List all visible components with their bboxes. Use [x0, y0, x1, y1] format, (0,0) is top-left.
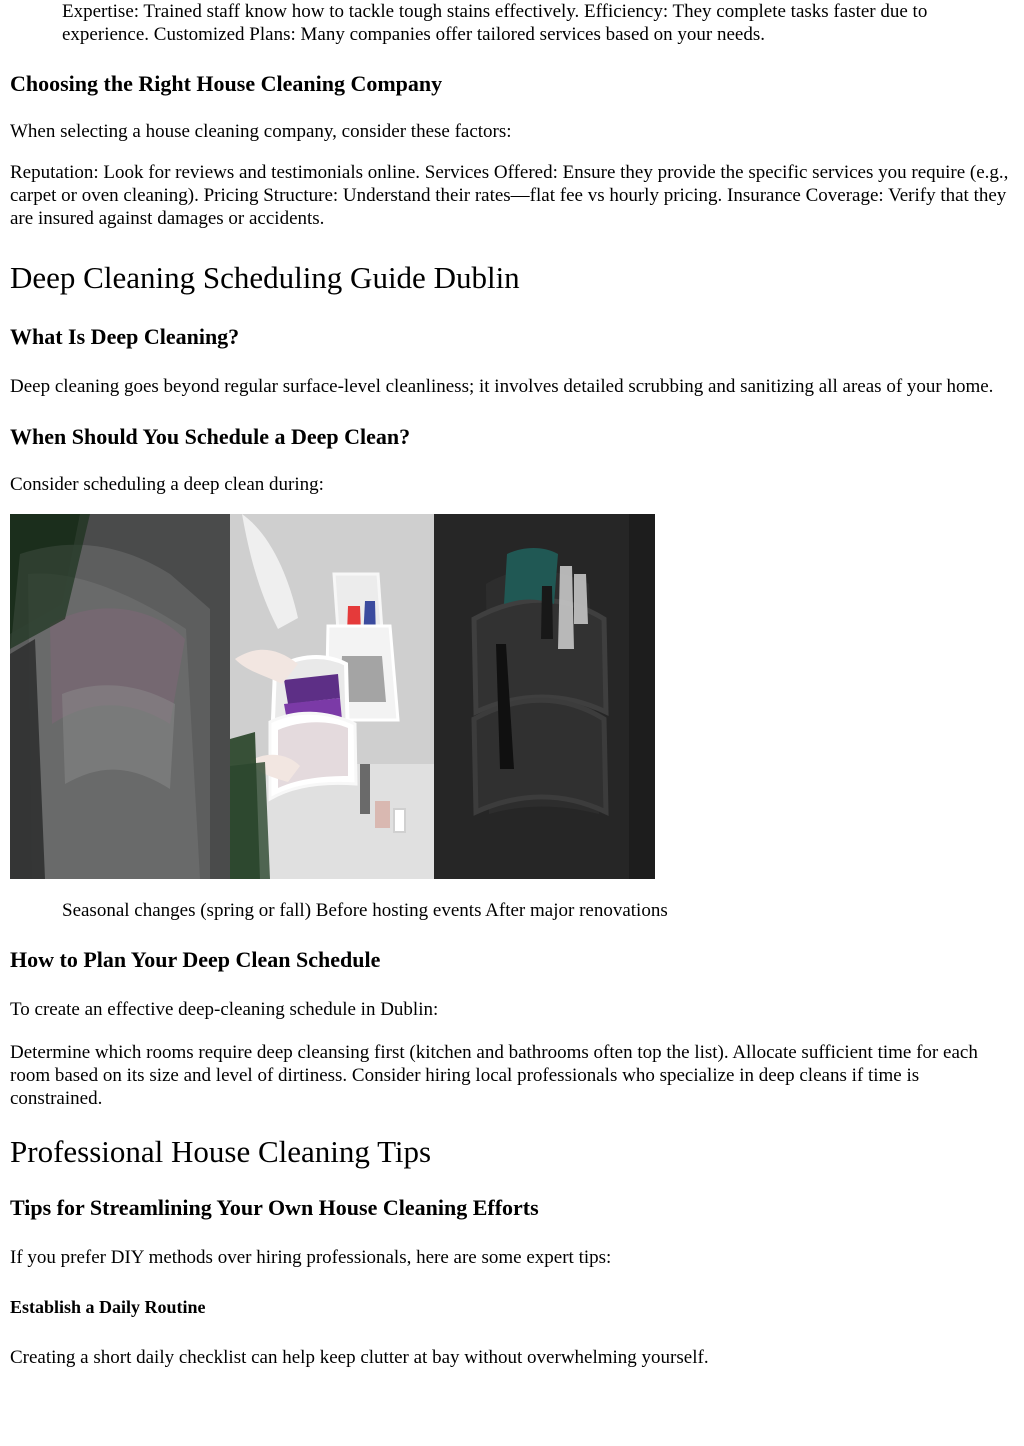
- page-title-professional-tips: Professional House Cleaning Tips: [10, 1134, 432, 1169]
- paragraph-factors-list: Reputation: Look for reviews and testimonials online. Services Offered: Ensure they provide the specific services you require (e.g., carpet or oven cleaning). Pricing Structure: Understand their rates—flat fee vs hourly pricing. Insurance Coverage: Verify that they are insured against damages or accidents.: [10, 162, 1009, 229]
- section-heading-how-plan: How to Plan Your Deep Clean Schedule: [10, 947, 381, 972]
- paragraph-schedule-intro: Consider scheduling a deep clean during:: [10, 474, 324, 495]
- image-dim-overlay: [434, 514, 655, 879]
- paragraph-factors-intro: When selecting a house cleaning company, consider these factors:: [10, 121, 512, 142]
- section-heading-choosing: Choosing the Right House Cleaning Company: [10, 71, 443, 96]
- paragraph-daily-routine: Creating a short daily checklist can help keep clutter at bay without overwhelming yourself.: [10, 1347, 709, 1368]
- paragraph-diy-intro: If you prefer DIY methods over hiring professionals, here are some expert tips:: [10, 1247, 612, 1268]
- paragraph-schedule-occasions: Seasonal changes (spring or fall) Before hosting events After major renovations: [62, 900, 668, 921]
- image-panel-left: [10, 514, 230, 879]
- paragraph-deep-cleaning-definition: Deep cleaning goes beyond regular surface-level cleanliness; it involves detailed scrubbing and sanitizing all areas of your home.: [10, 376, 994, 397]
- section-heading-when-schedule: When Should You Schedule a Deep Clean?: [10, 424, 411, 449]
- document-content: [10, 0, 1014, 1369]
- subheading-daily-routine: Establish a Daily Routine: [10, 1297, 206, 1317]
- image-panel-right: [434, 514, 655, 879]
- section-heading-what-is: What Is Deep Cleaning?: [10, 324, 240, 349]
- bathroom-organization-image: [10, 514, 655, 879]
- image-panel-center: [230, 514, 434, 879]
- page-title-deep-cleaning: Deep Cleaning Scheduling Guide Dublin: [10, 260, 520, 295]
- paragraph-plan-intro: To create an effective deep-cleaning schedule in Dublin:: [10, 999, 439, 1020]
- intro-list-text: Expertise: Trained staff know how to tackle tough stains effectively. Efficiency: They complete tasks faster due to experience. Customized Plans: Many companies offer tailored services based on your needs.: [62, 1, 928, 45]
- paragraph-plan-steps: Determine which rooms require deep cleansing first (kitchen and bathrooms often top the list). Allocate sufficient time for each room based on its size and level of dirtiness. Consider hiring local professionals who specialize in deep cleans if time is constrained.: [10, 1042, 978, 1109]
- section-heading-diy-tips: Tips for Streamlining Your Own House Cleaning Efforts: [10, 1195, 539, 1220]
